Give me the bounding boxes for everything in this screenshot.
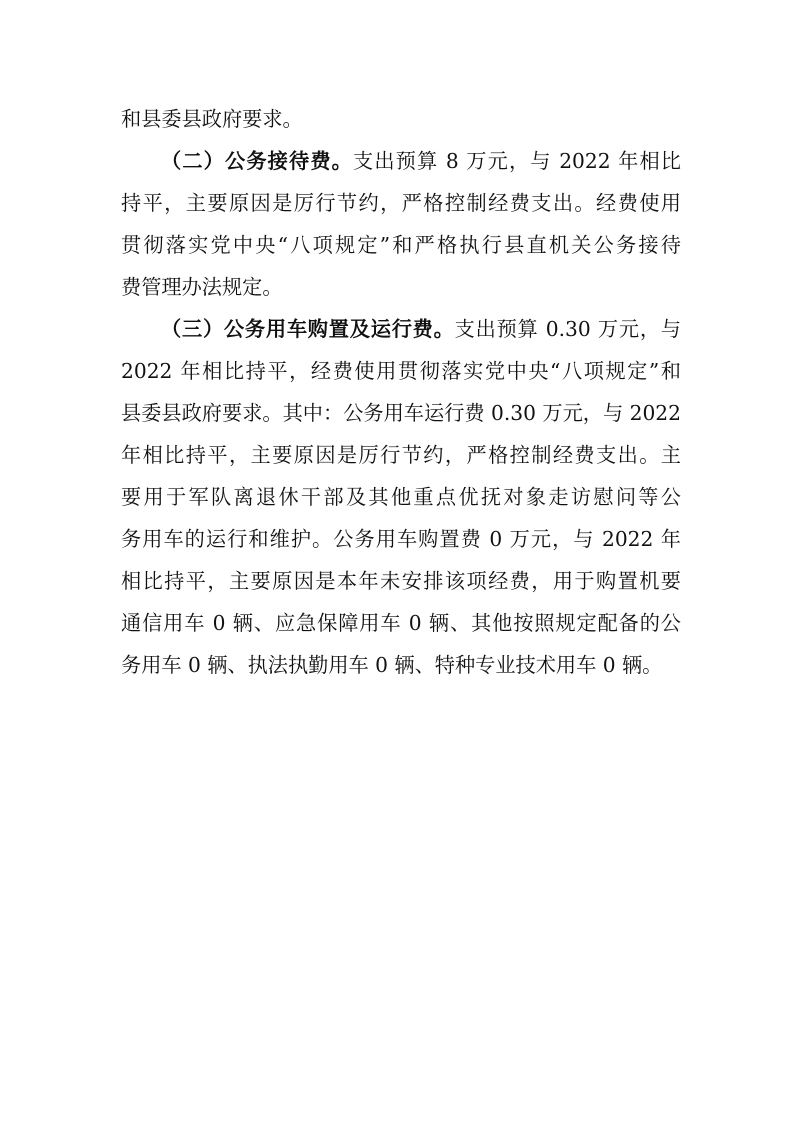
paragraph-line: 务用车的运行和维护。公务用车购置费 0 万元，与 2022 年 [121,527,681,551]
paragraph-line [121,104,681,134]
paragraph-line: 费管理办法规定。 [121,275,283,299]
paragraph-line: 务用车 0 辆、执法执勤用车 0 辆、特种专业技术用车 0 辆。 [121,653,663,677]
paragraph-line: 要用于军队离退休干部及其他重点优抚对象走访慰问等公 [121,485,681,509]
text-line: 和县委县政府要求。 [121,107,303,131]
paragraph-line: 年相比持平，主要原因是厉行节约，严格控制经费支出。主 [121,443,681,467]
paragraph-line: 通信用车 0 辆、应急保障用车 0 辆、其他按照规定配备的公 [121,611,681,635]
section-heading-reception: （二）公务接待费。 [161,149,353,173]
paragraph-line: 持平，主要原因是厉行节约，严格控制经费支出。经费使用 [121,191,681,215]
text-line: 支出预算 8 万元，与 2022 年相比 [353,149,681,173]
paragraph-line: 相比持平，主要原因是本年未安排该项经费，用于购置机要 [121,569,681,593]
paragraph-first-line [161,314,681,344]
paragraph-line: 县委县政府要求。其中：公务用车运行费 0.30 万元，与 2022 [121,401,681,425]
paragraph-line: 2022 年相比持平，经费使用贯彻落实党中央“八项规定”和 [121,359,681,383]
paragraph-line: 贯彻落实党中央“八项规定”和严格执行县直机关公务接待 [121,233,681,257]
paragraph-first-line [161,146,681,176]
section-heading-vehicles: （三）公务用车购置及运行费。 [161,317,455,341]
text-line: 支出预算 0.30 万元，与 [454,317,681,341]
